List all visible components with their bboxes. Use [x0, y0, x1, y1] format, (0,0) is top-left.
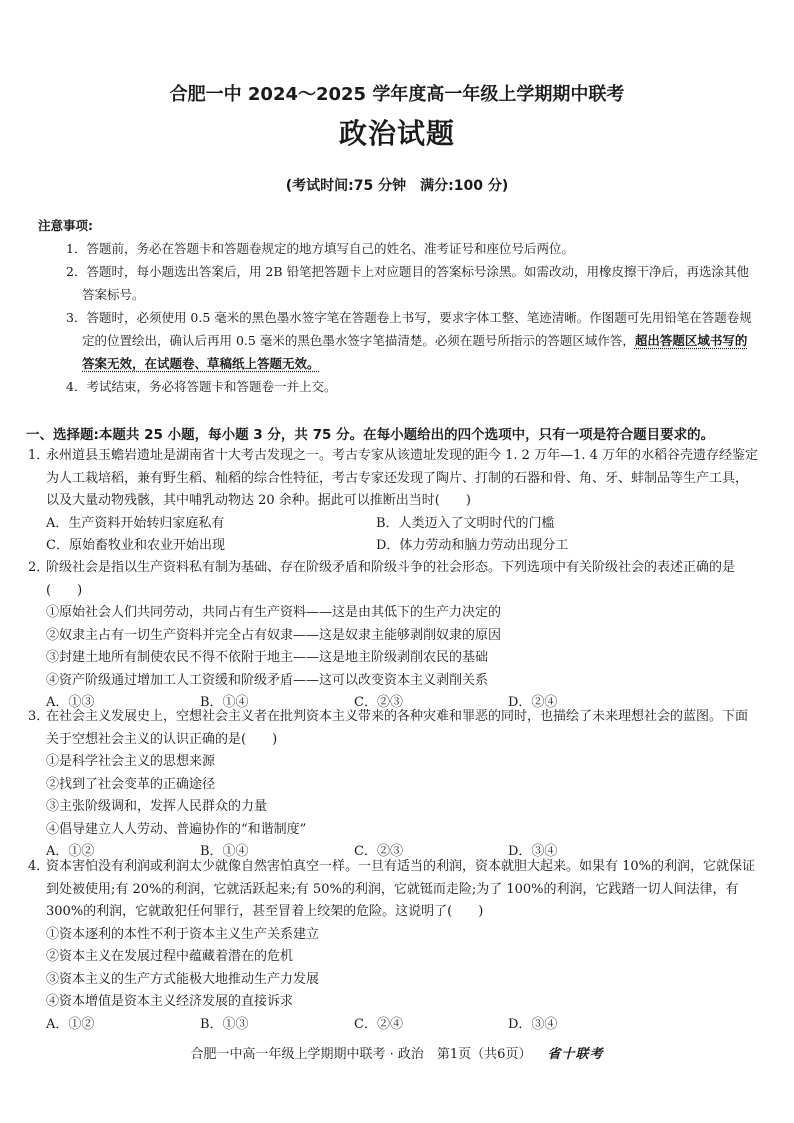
question-stem: 阶级社会是指以生产资料私有制为基础、存在阶级矛盾和阶级斗争的社会形态。下列选项中有关阶级社会的表述正确的是( ): [46, 560, 736, 598]
options-row: [46, 1014, 760, 1037]
question-4: [28, 856, 760, 1036]
statement-3: ③资本主义的生产方式能极大地推动生产力发展: [46, 971, 320, 987]
option-b[interactable]: B．①④: [200, 844, 249, 859]
statement-3: ③主张阶级调和，发挥人民群众的力量: [46, 799, 268, 814]
notice-item-3: [38, 306, 758, 375]
question-1: [28, 445, 760, 558]
option-a[interactable]: A．①②: [46, 844, 95, 859]
exam-header: 合肥一中 2024～2025 学年度高一年级上学期期中联考: [169, 84, 625, 105]
exam-meta: (考试时间:75 分钟 满分:100 分): [285, 178, 509, 194]
question-number: 1．: [28, 448, 50, 463]
option-b[interactable]: B．①④: [200, 695, 249, 710]
notice-item-3-emphasis: 超出答题区域书写的答案无效，在试题卷、草稿纸上答题无效。: [82, 333, 748, 371]
option-b[interactable]: B．人类迈入了文明时代的门槛: [376, 515, 555, 531]
notice-block: [38, 214, 758, 398]
notice-item-1: 1．答题前，务必在答题卡和答题卷规定的地方填写自己的姓名、准考证号和座位号后两位。: [66, 241, 574, 256]
question-3: [28, 706, 760, 864]
statement-4: ④倡导建立人人劳动、普遍协作的“和谐制度”: [46, 821, 307, 837]
option-d[interactable]: D．③④: [508, 1016, 558, 1032]
option-d[interactable]: D．体力劳动和脑力劳动出现分工: [376, 538, 569, 553]
statement-3: ③封建土地所有制使农民不得不依附于地主——这是地主阶级剥削农民的基础: [46, 650, 489, 665]
option-d[interactable]: D．③④: [508, 844, 558, 859]
option-c[interactable]: C．原始畜牧业和农业开始出现: [46, 538, 225, 553]
option-d[interactable]: D．②④: [508, 695, 558, 710]
notice-title: 注意事项:: [38, 218, 93, 233]
question-number: 4．: [28, 859, 50, 874]
option-c[interactable]: C．②④: [354, 1016, 403, 1032]
statement-1: ①原始社会人们共同劳动，共同占有生产资料——这是由其低下的生产力决定的: [46, 605, 502, 620]
question-number: 3．: [28, 709, 50, 724]
question-2: [28, 557, 760, 715]
notice-item-2: 2．答题时，每小题选出答案后，用 2B 铅笔把答题卡上对应题目的答案标号涂黑。如需改动，用橡皮擦干净后，再选涂其他答案标号。: [66, 264, 750, 302]
option-c[interactable]: C．②③: [354, 695, 403, 710]
options-row: [46, 513, 760, 536]
page-footer: [0, 1043, 794, 1062]
statement-2: ②奴隶主占有一切生产资料并完全占有奴隶——这是奴隶主能够剥削奴隶的原因: [46, 627, 502, 643]
options-row: [46, 535, 760, 558]
question-stem: 资本害怕没有利润或利润太少就像自然害怕真空一样。一旦有适当的利润，资本就胆大起来。如果有 10%的利润，它就保证到处被使用;有 20%的利润，它就活跃起来;有 50%的利润，它就铤而走险;为了 100%的利润，它践踏一切人间法律，有 300%的利润，它就敢犯任何罪行，甚至冒着上绞架的危险。这说明了( ): [46, 859, 756, 919]
statement-4: ④资产阶级通过增加工人工资缓和阶级矛盾——这可以改变资本主义剥削关系: [46, 672, 489, 688]
question-stem: 永州道县玉蟾岩遗址是湖南省十大考古发现之一。考古专家从该遗址发现的距今 1. 2 万年—1. 4 万年的水稻谷壳遗存经鉴定为人工栽培稻，兼有野生稻、籼稻的综合性特征，考古专家还发现了陶片、打制的石器和骨、角、牙、蚌制品等生产工具，以及大量动物残骸，其中哺乳动物达 20 余种。据此可以推断出当时( ): [46, 448, 759, 508]
statement-1: ①资本逐利的本性不利于资本主义生产关系建立: [46, 926, 320, 942]
option-a[interactable]: A．生产资料开始转归家庭私有: [46, 515, 225, 531]
option-c[interactable]: C．②③: [354, 844, 403, 859]
footer-text: 合肥一中高一年级上学期期中联考 · 政治 第1页（共6页）: [190, 1047, 532, 1062]
section-heading: 一、选择题:本题共 25 小题，每小题 3 分，共 75 分。在每小题给出的四个选项中，只有一项是符合题目要求的。: [26, 427, 715, 443]
footer-brand-logo: 省十联考: [547, 1047, 604, 1062]
question-stem: 在社会主义发展史上，空想社会主义者在批判资本主义带来的各种灾难和罪恶的同时，也描绘了未来理想社会的蓝图。下面关于空想社会主义的认识正确的是( ): [46, 709, 749, 747]
option-a[interactable]: A．①②: [46, 1016, 95, 1032]
notice-item-3-text: 3．答题时，必须使用 0.5 毫米的黑色墨水签字笔在答题卷上书写，要求字体工整、笔迹清晰。作图题可先用铅笔在答题卷规定的位置绘出，确认后再用 0.5 毫米的黑色墨水签字笔描清楚。必须在题号所指示的答题区域作答，: [66, 310, 752, 348]
statement-2: ②找到了社会变革的正确途径: [46, 776, 216, 792]
option-b[interactable]: B．①③: [200, 1016, 249, 1032]
question-number: 2．: [28, 560, 50, 575]
subject-title: 政治试题: [338, 117, 455, 150]
statement-2: ②资本主义在发展过程中蕴藏着潜在的危机: [46, 949, 294, 964]
notice-item-4: 4．考试结束，务必将答题卡和答题卷一并上交。: [66, 379, 337, 394]
statement-4: ④资本增值是资本主义经济发展的直接诉求: [46, 994, 294, 1009]
statement-1: ①是科学社会主义的思想来源: [46, 754, 216, 769]
option-a[interactable]: A．①③: [46, 695, 95, 710]
